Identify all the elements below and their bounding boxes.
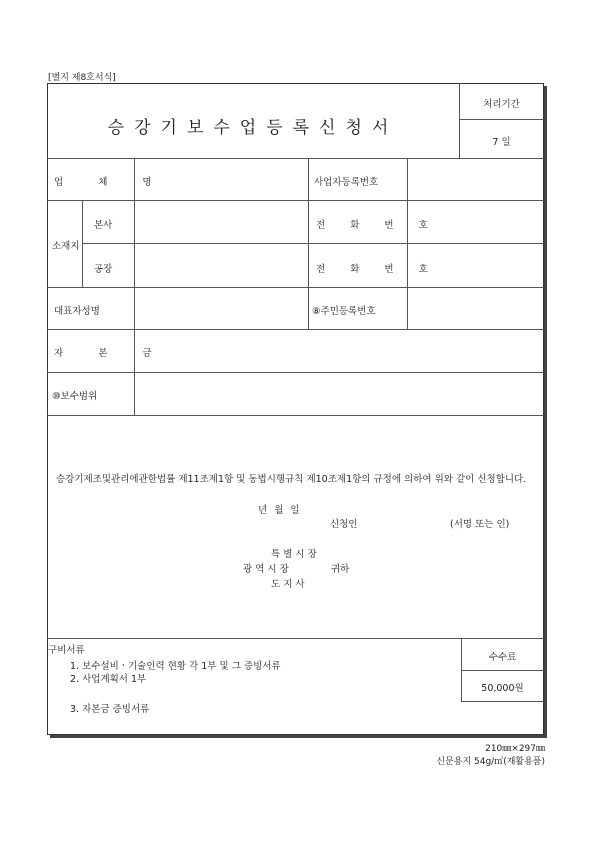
paper-size: 210㎜×297㎜ bbox=[485, 744, 545, 754]
factory-phone-field[interactable] bbox=[408, 244, 543, 286]
paper-spec: 신문용지 54g/㎡(재활용품) bbox=[436, 757, 545, 767]
head-office-label: 본사 bbox=[94, 220, 113, 231]
head-office-phone-label: 전 화 번 호 bbox=[316, 220, 439, 231]
recipient-province: 도 지 사 bbox=[271, 579, 305, 590]
factory-label: 공장 bbox=[94, 264, 113, 275]
application-date: 년 월 일 bbox=[258, 505, 302, 516]
divider bbox=[459, 119, 544, 120]
processing-value: 7 일 bbox=[492, 137, 511, 148]
document-item-3: 3. 자본금 증빙서류 bbox=[70, 704, 150, 715]
head-office-field[interactable] bbox=[135, 201, 307, 242]
head-office-phone-field[interactable] bbox=[408, 201, 543, 242]
capital-field[interactable] bbox=[135, 330, 543, 371]
application-statement: 승강기제조및관리에관한법률 제11조제1항 및 동법시행규칙 제10조제1항의 규정에 의하여 위와 같이 신청합니다. bbox=[56, 474, 527, 485]
divider bbox=[461, 670, 544, 671]
resident-no-field[interactable] bbox=[408, 288, 543, 328]
processing-label: 처리기간 bbox=[483, 99, 520, 110]
repair-scope-field[interactable] bbox=[135, 373, 543, 414]
representative-field[interactable] bbox=[135, 288, 307, 328]
applicant-label: 신청인 bbox=[330, 519, 358, 530]
document-item-2: 2. 사업계획서 1부 bbox=[70, 674, 147, 685]
documents-heading: 구비서류 bbox=[48, 645, 85, 656]
repair-scope-label: ⑩보수범위 bbox=[52, 391, 98, 402]
recipient-suffix: 귀하 bbox=[331, 564, 350, 575]
company-name-field[interactable] bbox=[135, 159, 307, 199]
frame-shadow-bottom bbox=[50, 735, 547, 738]
factory-phone-label: 전 화 번 호 bbox=[316, 264, 439, 275]
resident-no-label: ⑧주민등록번호 bbox=[312, 306, 376, 317]
divider bbox=[308, 158, 309, 329]
fee-label: 수수료 bbox=[488, 652, 517, 663]
business-reg-label: 사업자등록번호 bbox=[314, 177, 379, 188]
divider bbox=[82, 200, 83, 287]
divider bbox=[47, 415, 544, 416]
sign-note: (서명 또는 인) bbox=[450, 519, 510, 530]
business-reg-field[interactable] bbox=[408, 159, 543, 199]
frame-shadow-right bbox=[544, 86, 547, 738]
recipient-special-city: 특 별 시 장 bbox=[271, 549, 317, 560]
representative-label: 대표자성명 bbox=[54, 306, 100, 317]
location-label: 소재지 bbox=[52, 241, 80, 252]
divider bbox=[47, 638, 544, 639]
divider bbox=[461, 701, 544, 702]
fee-value: 50,000원 bbox=[481, 683, 524, 694]
company-name-label: 업 체 명 bbox=[54, 177, 168, 188]
document-item-1: 1. 보수설비ㆍ기술인력 현황 각 1부 및 그 증빙서류 bbox=[70, 661, 281, 672]
recipient-metro-city: 광 역 시 장 bbox=[243, 564, 289, 575]
applicant-signature-field[interactable] bbox=[370, 512, 445, 528]
form-title: 승강기보수업등록신청서 bbox=[107, 118, 399, 138]
form-number: [별지 제8호서식] bbox=[48, 73, 116, 83]
factory-field[interactable] bbox=[135, 244, 307, 286]
capital-label: 자 본 금 bbox=[54, 348, 168, 359]
